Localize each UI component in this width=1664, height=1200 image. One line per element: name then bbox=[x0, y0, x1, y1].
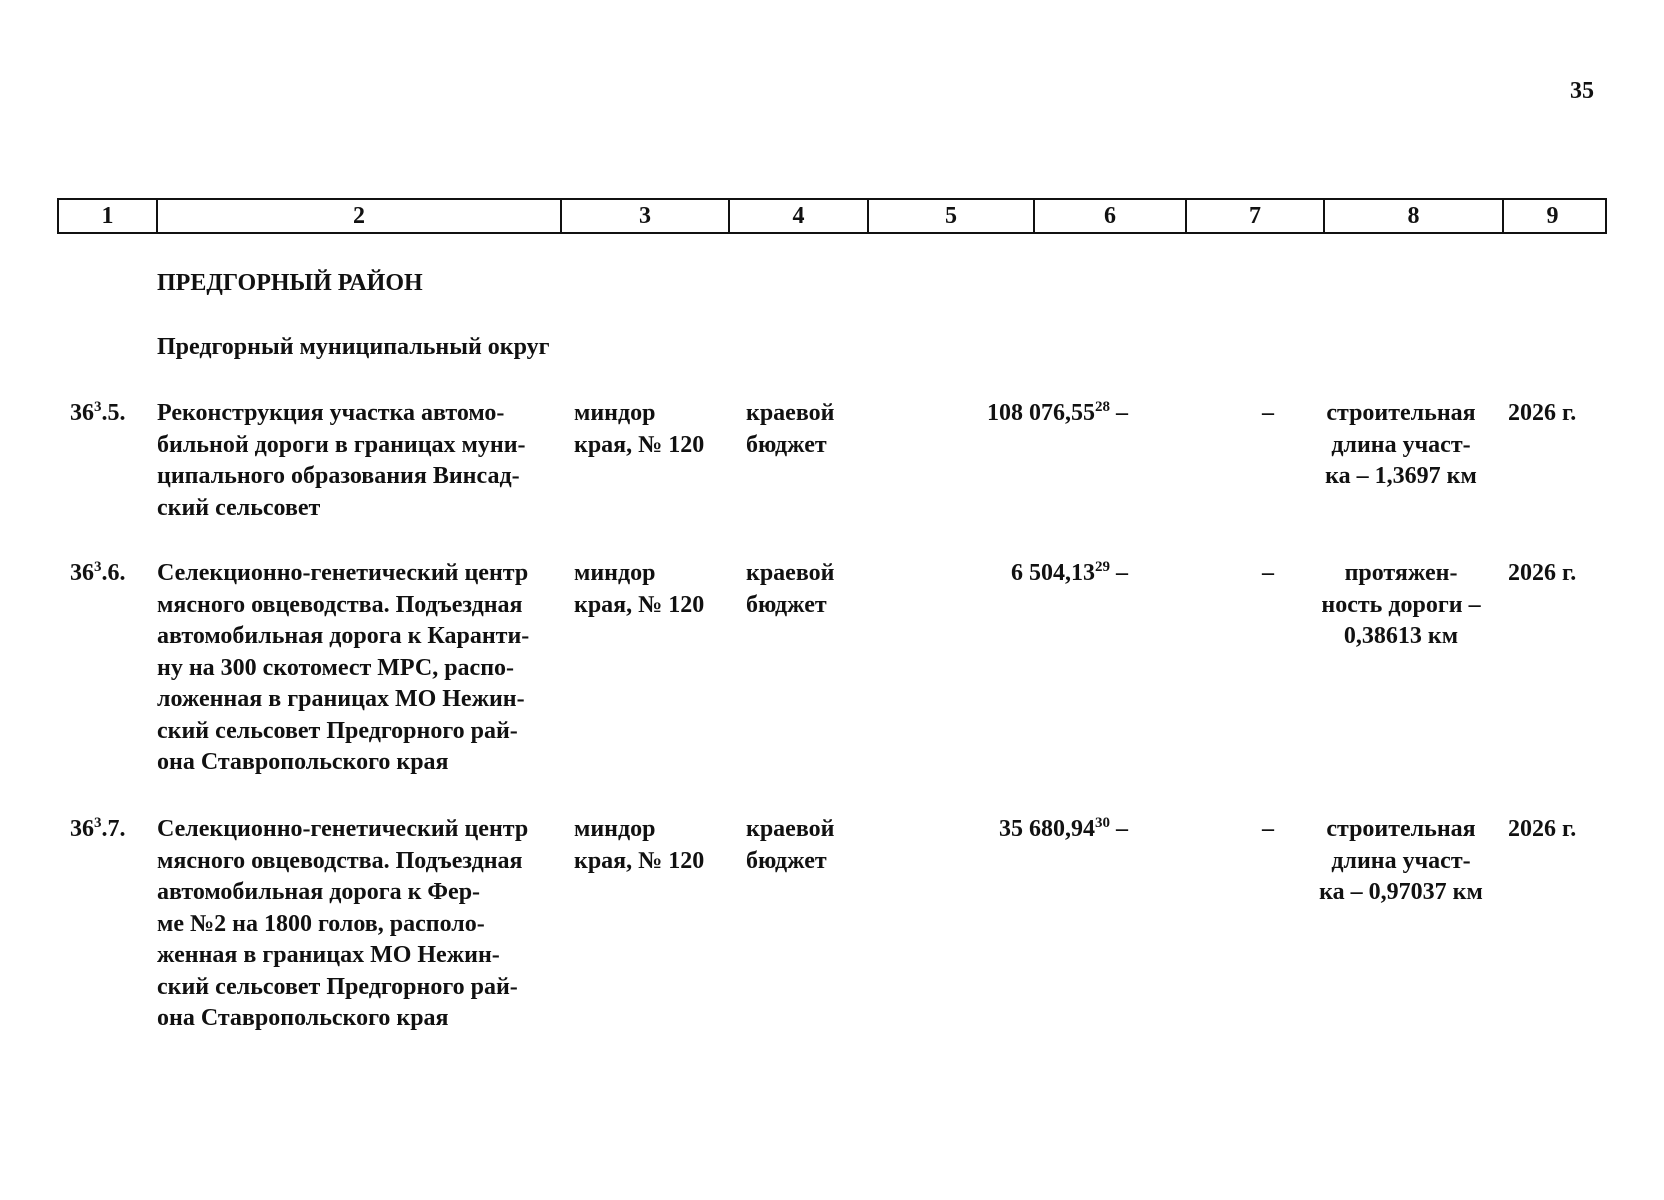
name-line: Реконструкция участка автомо- bbox=[157, 400, 505, 426]
row-executor bbox=[574, 814, 724, 877]
row-executor bbox=[574, 398, 724, 461]
header-col-5: 5 bbox=[869, 200, 1035, 232]
name-line: автомобильная дорога к Каранти- bbox=[157, 623, 530, 649]
row-number: $36^3.5$. bbox=[70, 399, 126, 426]
header-col-6: 6 bbox=[1035, 200, 1187, 232]
municipality-title: Предгорный муниципальный округ bbox=[157, 334, 550, 360]
row-executor bbox=[574, 558, 724, 621]
header-col-9: 9 bbox=[1546, 203, 1559, 229]
name-line: ципального образования Винсад- bbox=[157, 463, 520, 489]
row-number: $36^3.7$. bbox=[70, 815, 126, 842]
capacity-line: 0,38613 км bbox=[1343, 623, 1459, 649]
row-year: 2026 г. bbox=[1508, 816, 1577, 842]
row-capacity bbox=[1306, 398, 1496, 493]
source-line: бюджет bbox=[746, 431, 827, 458]
row-col6: – bbox=[1116, 400, 1128, 426]
name-line: мясного овцеводства. Подъездная bbox=[157, 591, 523, 618]
capacity-line: протяжен- bbox=[1344, 560, 1458, 586]
name-line: Селекционно-генетический центр bbox=[157, 560, 529, 586]
row-name bbox=[157, 814, 633, 1035]
capacity-line: ка – 1,3697 км bbox=[1325, 463, 1477, 489]
name-line: ский сельсовет Предгорного рай- bbox=[157, 717, 518, 744]
name-line: бильной дороги в границах муни- bbox=[157, 431, 526, 458]
name-line: ский сельсовет bbox=[157, 494, 321, 521]
executor-line: миндор bbox=[574, 560, 656, 586]
source-line: бюджет bbox=[746, 847, 827, 874]
name-line: ложенная в границах МО Нежин- bbox=[157, 686, 525, 712]
row-col6: – bbox=[1116, 560, 1128, 586]
header-col-1: 1 bbox=[59, 200, 158, 232]
table-header-row bbox=[57, 198, 1607, 234]
executor-line: миндор bbox=[574, 816, 656, 842]
executor-line: миндор bbox=[574, 400, 656, 426]
page-number: 35 bbox=[1570, 78, 1594, 104]
name-line: она Ставропольского края bbox=[157, 1005, 449, 1031]
executor-line: края, № 120 bbox=[574, 591, 705, 618]
row-amount: 35 680,94$^{30}$ bbox=[999, 815, 1110, 842]
row-capacity bbox=[1306, 558, 1496, 653]
name-line: мясного овцеводства. Подъездная bbox=[157, 847, 523, 874]
header-col-2: 2 bbox=[158, 200, 562, 232]
capacity-line: длина участ- bbox=[1331, 431, 1471, 458]
row-number: $36^3.6$. bbox=[70, 559, 126, 586]
row-col6: – bbox=[1116, 816, 1128, 842]
row-amount: 6 504,13$^{29}$ bbox=[1011, 559, 1110, 586]
row-col7: – bbox=[1262, 816, 1274, 842]
row-year: 2026 г. bbox=[1508, 560, 1577, 586]
source-line: бюджет bbox=[746, 591, 827, 618]
row-col7: – bbox=[1262, 400, 1274, 426]
name-line: автомобильная дорога к Фер- bbox=[157, 879, 481, 905]
district-title: ПРЕДГОРНЫЙ РАЙОН bbox=[157, 270, 423, 296]
source-line: краевой bbox=[746, 400, 835, 426]
header-col-7: 7 bbox=[1187, 200, 1325, 232]
row-year: 2026 г. bbox=[1508, 400, 1577, 426]
executor-line: края, № 120 bbox=[574, 431, 705, 458]
row-amount: 108 076,55$^{28}$ bbox=[987, 399, 1110, 426]
row-col7: – bbox=[1262, 560, 1274, 586]
header-col-3: 3 bbox=[562, 200, 730, 232]
name-line: ме №2 на 1800 голов, располо- bbox=[157, 910, 485, 937]
name-line: она Ставропольского края bbox=[157, 749, 449, 775]
name-line: ну на 300 скотомест МРС, распо- bbox=[157, 654, 515, 681]
executor-line: края, № 120 bbox=[574, 847, 705, 874]
row-name bbox=[157, 398, 633, 524]
name-line: женная в границах МО Нежин- bbox=[157, 942, 500, 968]
capacity-line: длина участ- bbox=[1331, 847, 1471, 874]
row-name bbox=[157, 558, 633, 779]
capacity-line: строительная bbox=[1326, 400, 1476, 426]
capacity-line: ка – 0,97037 км bbox=[1319, 879, 1483, 905]
capacity-line: строительная bbox=[1326, 816, 1476, 842]
source-line: краевой bbox=[746, 816, 835, 842]
capacity-line: ность дороги – bbox=[1321, 591, 1481, 618]
header-col-8: 8 bbox=[1325, 200, 1504, 232]
source-line: краевой bbox=[746, 560, 835, 586]
header-col-4: 4 bbox=[730, 200, 869, 232]
name-line: Селекционно-генетический центр bbox=[157, 816, 529, 842]
row-capacity bbox=[1306, 814, 1496, 909]
name-line: ский сельсовет Предгорного рай- bbox=[157, 973, 518, 1000]
